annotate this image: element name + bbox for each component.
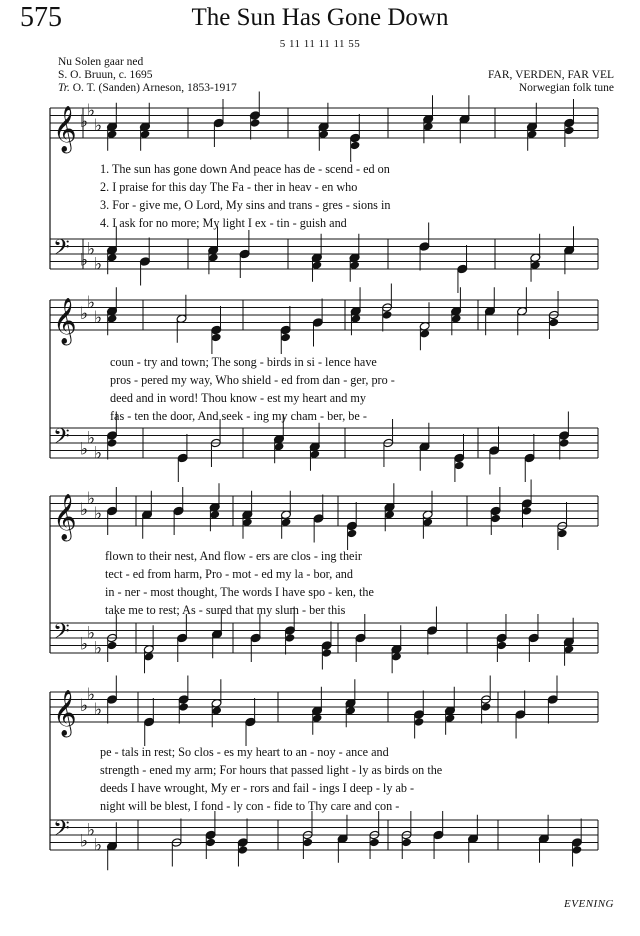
- note: [209, 483, 220, 531]
- category-label: EVENING: [564, 898, 614, 910]
- flat-icon: ♭: [87, 239, 96, 260]
- note: [423, 95, 434, 143]
- translator-name: O. T. (Sanden) Arneson, 1853-1917: [72, 82, 237, 94]
- original-title: Nu Solen gaar ned: [58, 56, 144, 68]
- note: [530, 234, 541, 282]
- flat-icon: ♭: [87, 820, 96, 841]
- treble-staff: [50, 284, 598, 355]
- flat-icon: ♭: [80, 112, 89, 132]
- verse-line: tect - ed from harm, Pro - mot - ed my la - bor, and: [105, 567, 353, 581]
- note: [107, 226, 118, 274]
- flat-icon: ♭: [94, 638, 103, 659]
- treble-staff: [50, 92, 598, 163]
- note: [205, 811, 216, 859]
- flat-icon: ♭: [94, 254, 103, 275]
- verse-line: night will be blest, I fond - ly con - fide to Thy care and con -: [100, 799, 400, 813]
- note: [312, 687, 323, 735]
- note: [489, 427, 500, 475]
- note: [213, 99, 224, 147]
- verse-line: 4. I ask for no more; My light I ex - tin - guish and: [100, 216, 347, 230]
- bass-staff: [50, 811, 598, 870]
- note: [313, 495, 324, 543]
- verse-line: in - ner - most thought, The words I have spo - ken, the: [105, 585, 374, 599]
- flat-icon: ♭: [94, 115, 103, 136]
- flat-icon: ♭: [94, 835, 103, 856]
- note: [211, 679, 222, 727]
- flat-icon: ♭: [80, 500, 89, 520]
- treble-staff: [50, 676, 598, 747]
- note: [139, 238, 150, 286]
- flat-icon: ♭: [80, 634, 89, 655]
- verse-line: 2. I praise for this day The Fa - ther in heav - en who: [100, 180, 358, 194]
- note: [468, 815, 479, 863]
- note: [419, 223, 430, 271]
- flat-icon: ♭: [80, 831, 89, 852]
- verse-line: pe - tals in rest; So clos - es my heart to an - noy - ance and: [100, 745, 389, 759]
- flat-icon: ♭: [87, 623, 96, 644]
- note: [419, 423, 430, 471]
- verse-line: coun - try and town; The song - birds in si - lence have: [110, 355, 377, 369]
- note: [419, 302, 430, 350]
- flat-icon: ♭: [94, 503, 103, 524]
- verse-line: take me to rest; As - sured that my slum - ber this: [105, 603, 346, 617]
- note: [538, 815, 549, 863]
- verse-line: flown to their nest, And flow - ers are clos - ing their: [105, 549, 362, 563]
- note: [280, 491, 291, 539]
- note: [237, 819, 248, 867]
- note: [139, 103, 150, 151]
- note: [173, 487, 184, 535]
- note: [559, 412, 570, 460]
- note: [413, 691, 424, 739]
- note: [346, 502, 357, 550]
- treble-clef-icon: 𝄞: [53, 298, 77, 344]
- note: [350, 114, 361, 162]
- author-credit: S. O. Bruun, c. 1695: [58, 69, 153, 81]
- hymn-number: 575: [20, 2, 62, 33]
- bass-clef-icon: 𝄢: [53, 235, 70, 266]
- note: [311, 234, 322, 282]
- note: [345, 679, 356, 727]
- note: [337, 815, 348, 863]
- verse-line: 1. The sun has gone down And peace has de - scend - ed on: [100, 162, 390, 176]
- note: [107, 103, 118, 151]
- treble-clef-icon: 𝄞: [53, 494, 77, 540]
- note: [528, 614, 539, 662]
- note: [490, 487, 501, 535]
- note: [515, 691, 526, 739]
- flat-icon: ♭: [80, 439, 89, 460]
- note: [349, 234, 360, 282]
- note: [211, 306, 222, 354]
- tune-source: Norwegian folk tune: [518, 82, 614, 94]
- note: [451, 287, 462, 335]
- note: [309, 423, 320, 471]
- note: [527, 103, 538, 151]
- note: [484, 287, 495, 335]
- treble-staff: [50, 480, 598, 551]
- note: [312, 299, 323, 347]
- note: [547, 676, 558, 724]
- verse-line: deeds I have wrought, My er - rors and fail - ings I deep - ly ab -: [100, 781, 415, 795]
- flat-icon: ♭: [87, 292, 96, 313]
- note: [107, 487, 118, 535]
- note: [350, 287, 361, 335]
- tune-name: FAR, VERDEN, FAR VEL: [488, 69, 614, 81]
- flat-icon: ♭: [87, 684, 96, 705]
- flat-icon: ♭: [87, 488, 96, 509]
- note: [176, 295, 187, 343]
- flat-icon: ♭: [94, 443, 103, 464]
- note: [250, 614, 261, 662]
- note: [427, 607, 438, 655]
- note: [517, 287, 528, 335]
- note: [444, 687, 455, 735]
- note: [208, 226, 219, 274]
- note: [422, 491, 433, 539]
- bass-clef-icon: 𝄢: [53, 816, 70, 847]
- note: [564, 99, 575, 147]
- note: [318, 103, 329, 151]
- verse-line: pros - pered my way, Who shield - ed from dan - ger, pro -: [110, 373, 395, 387]
- note: [454, 434, 465, 482]
- note: [524, 434, 535, 482]
- note: [143, 625, 154, 673]
- bass-staff: [50, 223, 598, 294]
- verse-line: 3. For - give me, O Lord, My sins and trans - gres - sions in: [100, 198, 391, 212]
- note: [107, 676, 118, 724]
- flat-icon: ♭: [94, 699, 103, 720]
- flat-icon: ♭: [80, 696, 89, 716]
- flat-icon: ♭: [80, 250, 89, 271]
- note: [571, 819, 582, 867]
- note: [177, 614, 188, 662]
- note: [142, 491, 153, 539]
- translator-prefix: Tr.: [58, 82, 70, 94]
- bass-clef-icon: 𝄢: [53, 619, 70, 650]
- meter: 5 11 11 11 11 55: [279, 38, 361, 50]
- note: [177, 434, 188, 482]
- flat-icon: ♭: [87, 100, 96, 121]
- note: [107, 287, 118, 335]
- note: [242, 491, 253, 539]
- flat-icon: ♭: [80, 304, 89, 324]
- verse-line: deed and in word! Thou know - est my heart and my: [110, 391, 366, 405]
- flat-icon: ♭: [87, 428, 96, 449]
- note: [280, 306, 291, 354]
- note: [459, 95, 470, 143]
- note: [384, 483, 395, 531]
- bass-clef-icon: 𝄢: [53, 424, 70, 455]
- treble-clef-icon: 𝄞: [53, 690, 77, 736]
- verse-line: fas - ten the door, And seek - ing my cham - ber, be -: [110, 409, 367, 423]
- note: [245, 698, 256, 746]
- treble-clef-icon: 𝄞: [53, 106, 77, 152]
- note: [178, 676, 189, 724]
- note: [457, 245, 468, 293]
- note: [496, 614, 507, 662]
- note: [564, 226, 575, 274]
- hymn-title: The Sun Has Gone Down: [191, 4, 449, 31]
- note: [239, 230, 250, 278]
- note: [249, 92, 260, 140]
- verse-line: strength - ened my arm; For hours that passed light - ly as birds on the: [100, 763, 443, 777]
- note: [144, 698, 155, 746]
- note: [107, 822, 118, 870]
- note: [355, 614, 366, 662]
- note: [433, 811, 444, 859]
- note: [391, 625, 402, 673]
- note: [563, 618, 574, 666]
- note: [321, 622, 332, 670]
- note: [521, 480, 532, 528]
- flat-icon: ♭: [94, 307, 103, 328]
